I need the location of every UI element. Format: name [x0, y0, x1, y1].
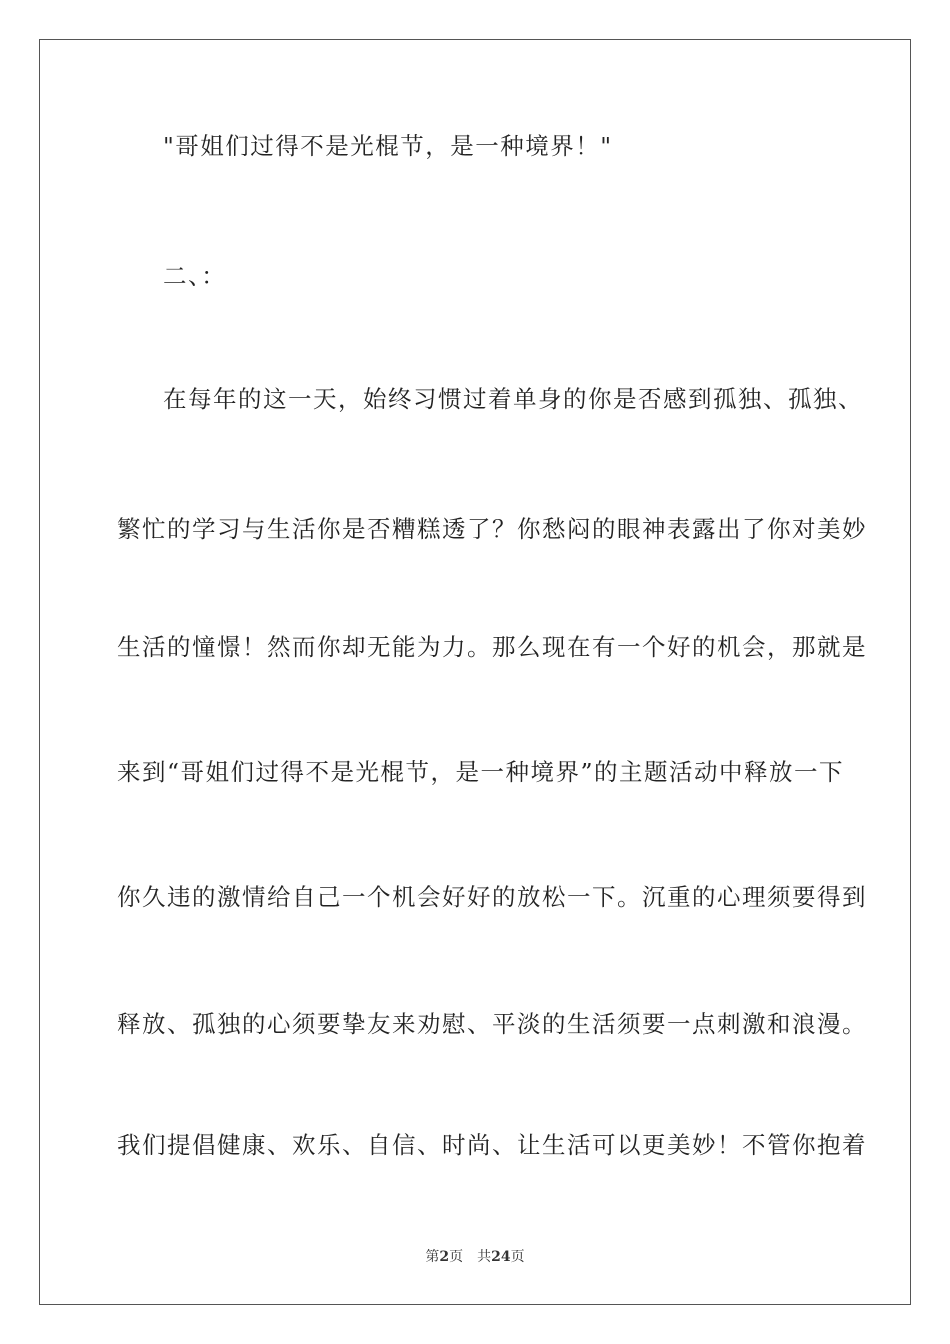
page-suffix: 页	[449, 1249, 464, 1265]
page-number: 2	[439, 1249, 450, 1265]
paragraph-line: 生活的憧憬！然而你却无能为力。那么现在有一个好的机会，那就是	[117, 633, 867, 661]
paragraph-line: 在每年的这一天，始终习惯过着单身的你是否感到孤独、孤独、	[163, 385, 863, 413]
total-pages: 24	[491, 1249, 511, 1265]
paragraph-line: 来到“哥姐们过得不是光棍节，是一种境界”的主题活动中释放一下	[117, 758, 845, 786]
section-heading: 二、：	[163, 262, 227, 290]
page-border	[39, 39, 911, 1305]
paragraph-line: 你久违的激情给自己一个机会好好的放松一下。沉重的心理须要得到	[117, 883, 867, 911]
total-suffix: 页	[510, 1249, 525, 1265]
total-prefix: 共	[477, 1249, 492, 1265]
page-footer	[0, 1248, 950, 1266]
paragraph-line: 我们提倡健康、欢乐、自信、时尚、让生活可以更美妙！不管你抱着	[117, 1131, 867, 1159]
text-line: "哥姐们过得不是光棍节，是一种境界！"	[163, 132, 613, 160]
paragraph-line: 释放、孤独的心须要挚友来劝慰、平淡的生活须要一点刺激和浪漫。	[117, 1010, 867, 1038]
page-prefix: 第	[425, 1249, 440, 1265]
paragraph-line: 繁忙的学习与生活你是否糟糕透了？你愁闷的眼神表露出了你对美妙	[117, 515, 867, 543]
